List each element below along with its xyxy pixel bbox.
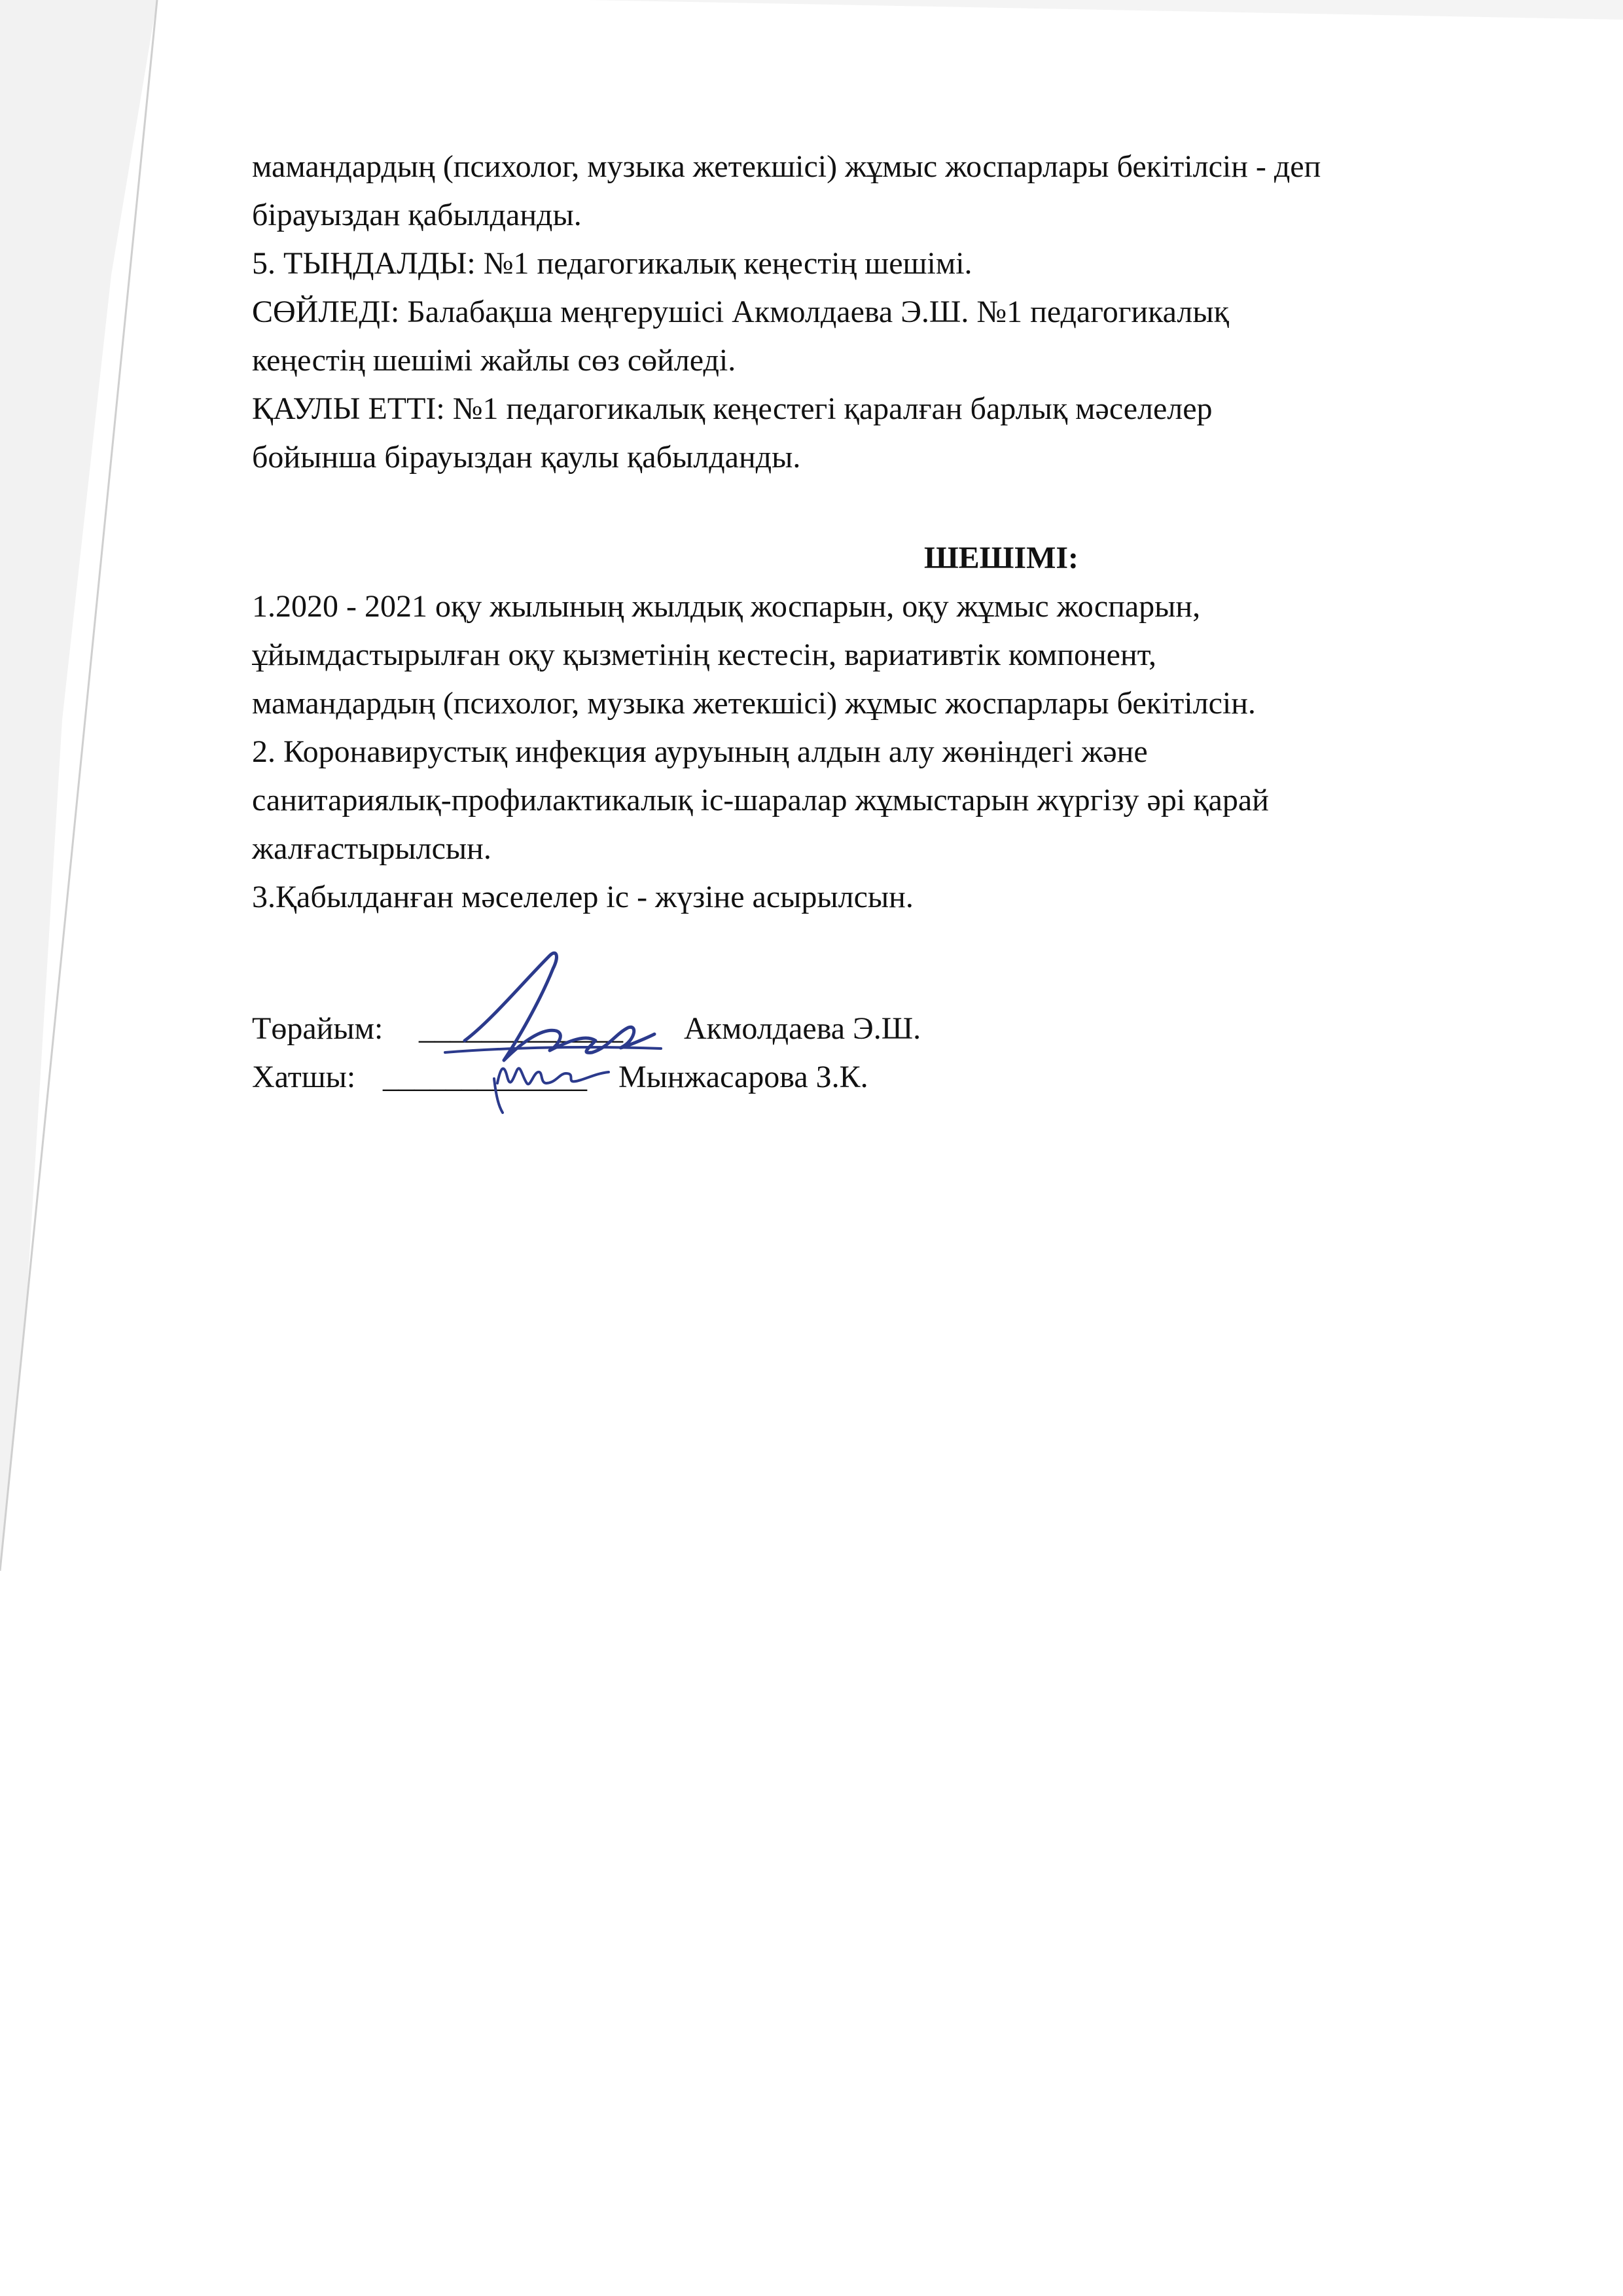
secretary-role: Хатшы: bbox=[252, 1060, 356, 1094]
paragraph-line: 5. ТЫҢДАЛДЫ: №1 педагогикалық кеңестің шешімі. bbox=[252, 246, 972, 281]
chair-name: Акмолдаева Э.Ш. bbox=[684, 1011, 921, 1046]
chair-role: Төрайым: bbox=[252, 1011, 383, 1046]
signature-block bbox=[252, 1005, 1168, 1102]
document-body bbox=[252, 143, 1594, 922]
secretary-name: Мынжасарова З.К. bbox=[618, 1060, 868, 1094]
paragraph-line: бірауыздан қабылданды. bbox=[252, 198, 582, 232]
chair-signature-row bbox=[252, 1005, 1168, 1053]
secretary-signature-line: _____________ bbox=[383, 1060, 587, 1094]
paragraph-line: мамандардың (психолог, музыка жетекшісі) жұмыс жоспарлары бекітілсін - деп bbox=[252, 149, 1321, 184]
decision-heading: ШЕШІМІ: bbox=[923, 541, 1079, 575]
paragraph-line: СӨЙЛЕДІ: Балабақша меңгерушісі Акмолдаева Э.Ш. №1 педагогикалық bbox=[252, 295, 1229, 329]
chair-signature-line: _____________ bbox=[419, 1011, 623, 1046]
decision-line: 2. Коронавирустық инфекция ауруының алдын алу жөніндегі және bbox=[252, 734, 1148, 769]
decision-line: 1.2020 - 2021 оқу жылының жылдық жоспарын, оқу жұмыс жоспарын, bbox=[252, 589, 1201, 624]
decision-line: мамандардың (психолог, музыка жетекшісі) жұмыс жоспарлары бекітілсін. bbox=[252, 686, 1256, 721]
paragraph-line: бойынша бірауыздан қаулы қабылданды. bbox=[252, 440, 801, 475]
decision-line: ұйымдастырылған оқу қызметінің кестесін, вариативтік компонент, bbox=[252, 637, 1156, 672]
decision-line: санитариялық-профилактикалық іс-шаралар жұмыстарын жүргізу әрі қарай bbox=[252, 783, 1269, 817]
handwritten-signature bbox=[419, 942, 668, 1119]
decision-line: 3.Қабылданған мәселелер іс - жүзіне асырылсын. bbox=[252, 880, 914, 914]
secretary-signature-row bbox=[252, 1053, 1168, 1102]
paragraph-line: ҚАУЛЫ ЕТТІ: №1 педагогикалық кеңестегі қаралған барлық мәселелер bbox=[252, 391, 1213, 426]
paragraph-line: кеңестің шешімі жайлы сөз сөйледі. bbox=[252, 343, 736, 378]
decision-line: жалғастырылсын. bbox=[252, 831, 491, 866]
